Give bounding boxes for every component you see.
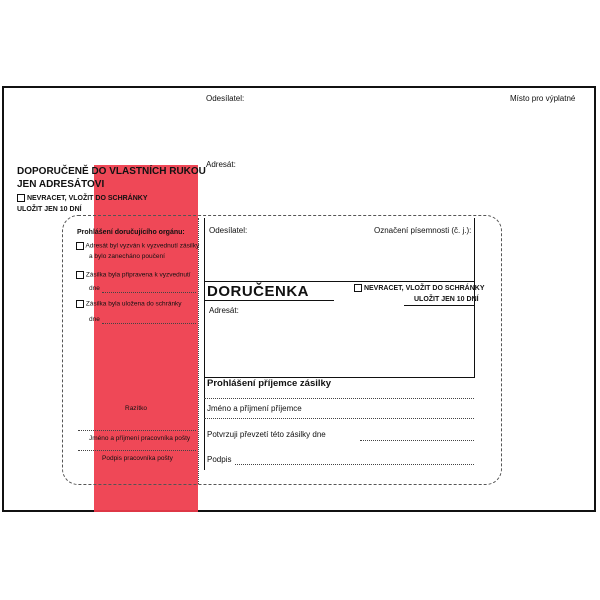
receipt-title: DORUČENKA [207,283,309,300]
worker-name-label: Jméno a příjmení pracovníka pošty [89,435,191,442]
item2-text: Zásilka byla připravena k vyzvednutí [85,271,191,279]
item2-checkbox[interactable] [76,271,84,279]
receipt-option-row [354,284,485,292]
left-item1-row [76,242,199,250]
card-divider [198,218,199,484]
receipt-option-line1: NEVRACET, VLOŽIT DO SCHRÁNKY [363,284,485,292]
sender-label: Odesílatel: [206,94,245,103]
receipt-no-return-checkbox[interactable] [354,284,362,292]
worker-name-line [78,430,196,431]
envelope-title-line1: DOPORUČENĚ DO VLASTNÍCH RUKOU [17,166,206,177]
envelope-title-line2: JEN ADRESÁTOVI [17,179,105,190]
worker-sign-label: Podpis pracovníka pošty [102,455,173,462]
receipt-option-line2: ULOŽIT JEN 10 DNÍ [414,296,479,303]
item3-text: Zásilka byla uložena do schránky [85,300,182,308]
stamp-place-label: Místo pro výplatné [510,94,576,103]
receipt-title-top-line [204,281,475,282]
receipt-title-bottom-line [204,300,334,301]
left-item3-row [76,300,182,308]
item1-line2: a bylo zanecháno poučení [89,253,165,260]
item1-line1: Adresát byl vyzván k vyzvednutí zásilky [85,242,200,250]
envelope-option-line1: NEVRACET, VLOŽIT DO SCHRÁNKY [26,194,148,202]
declaration-title: Prohlášení příjemce zásilky [207,378,332,389]
item1-checkbox[interactable] [76,242,84,250]
left-item2-row [76,271,191,279]
receipt-option-underline [404,305,475,306]
stamp-label: Razítko [125,405,148,412]
receipt-sender-label: Odesílatel: [209,226,248,235]
worker-sign-line [78,450,196,451]
receipt-addressee-label: Adresát: [209,306,239,315]
item2-day-line [102,292,196,293]
confirm-date-label: Potvrzuji převzetí této zásilky dne [207,430,326,439]
item3-day: dne [89,316,100,323]
envelope-option-row [17,194,148,202]
recipient-name-line [204,418,474,419]
item3-checkbox[interactable] [76,300,84,308]
signature-label: Podpis [207,455,232,464]
envelope-option-line2: ULOŽIT JEN 10 DNÍ [17,206,82,213]
addressee-label: Adresát: [206,160,236,169]
item2-day: dne [89,285,100,292]
no-return-checkbox[interactable] [17,194,25,202]
confirm-date-line [360,440,474,441]
recipient-name-label: Jméno a příjmení příjemce [207,404,302,413]
receipt-left-border [204,218,205,470]
document-ref-label: Označení písemnosti (č. j.): [374,226,472,235]
left-form-heading: Prohlášení doručujícího orgánu: [77,229,185,236]
signature-line [235,464,474,465]
declaration-line [204,398,474,399]
item3-day-line [102,323,196,324]
